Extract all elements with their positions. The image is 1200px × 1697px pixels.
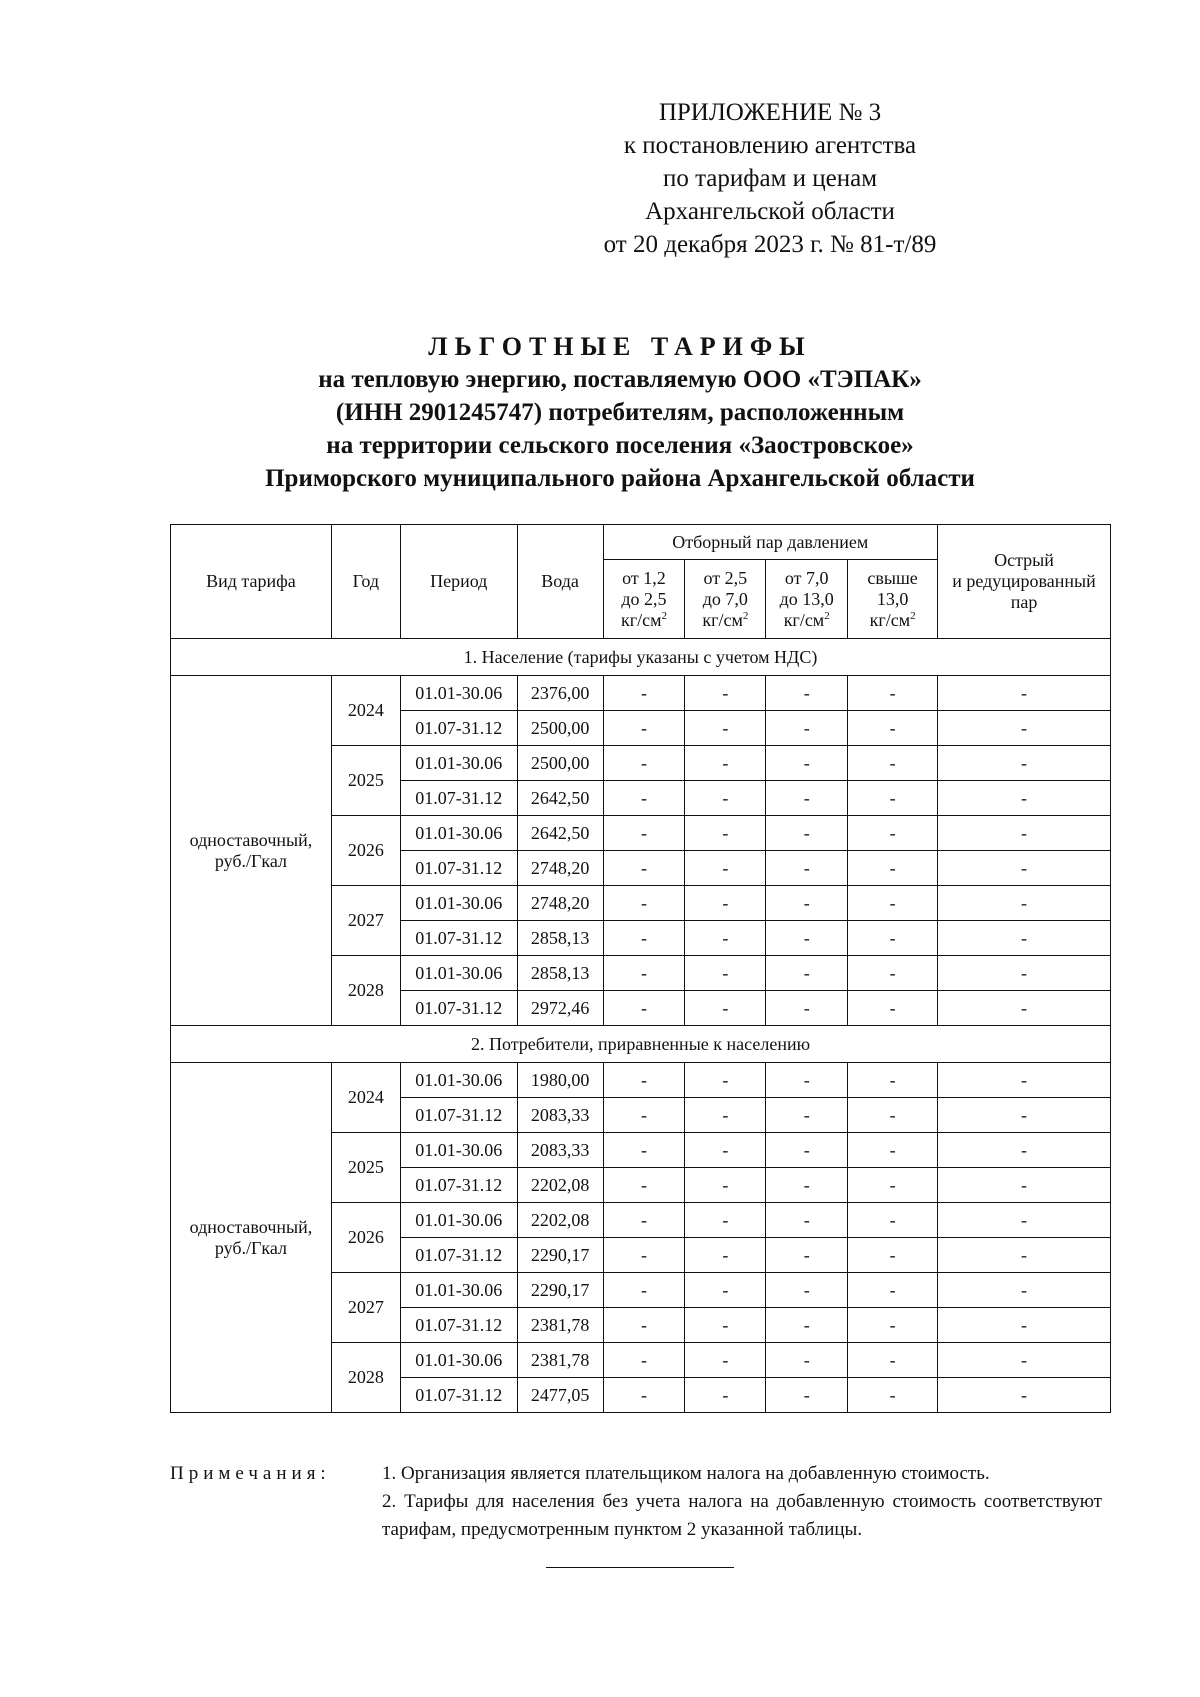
closing-rule: [546, 1567, 734, 1568]
title-line: на территории сельского поселения «Заостровское»: [326, 432, 914, 459]
appendix-line: Архангельской области: [645, 198, 895, 225]
empty-value-cell: -: [938, 1098, 1111, 1133]
pressure-unit: кг/см: [702, 609, 743, 630]
appendix-line: по тарифам и ценам: [662, 165, 878, 192]
pressure-from: свыше: [867, 567, 918, 588]
header-pressure-3: [766, 560, 848, 639]
header-pressure-2: [685, 560, 766, 639]
unit-superscript: 2: [661, 609, 667, 622]
period-cell: 01.01-30.06: [400, 746, 517, 781]
title-line: (ИНН 2901245747) потребителям, расположенным: [335, 399, 905, 426]
empty-value-cell: -: [938, 1168, 1111, 1203]
pressure-from: от 1,2: [622, 567, 666, 588]
empty-value-cell: -: [848, 1273, 938, 1308]
empty-value-cell: -: [766, 886, 848, 921]
period-cell: 01.01-30.06: [400, 1343, 517, 1378]
empty-value-cell: -: [938, 1063, 1111, 1098]
empty-value-cell: -: [938, 781, 1111, 816]
empty-value-cell: -: [685, 886, 766, 921]
header-steam-group: Отборный пар давлением: [603, 525, 937, 560]
empty-value-cell: -: [766, 851, 848, 886]
year-cell: 2027: [331, 1273, 400, 1343]
empty-value-cell: -: [685, 1308, 766, 1343]
tariff-table: [170, 524, 1111, 1413]
tariff-type-line: одноставочный,: [189, 1216, 313, 1237]
water-tariff-cell: 2290,17: [517, 1238, 603, 1273]
header-sharp-line: Острый: [994, 550, 1054, 570]
note-item: 2. Тарифы для населения без учета налога на добавленную стоимость соответствуют тарифам, предусмотренным пунктом 2 указанной таблицы.: [382, 1491, 1102, 1540]
tariff-type-line: одноставочный,: [189, 829, 313, 850]
water-tariff-cell: 2858,13: [517, 921, 603, 956]
empty-value-cell: -: [938, 1133, 1111, 1168]
empty-value-cell: -: [766, 1098, 848, 1133]
empty-value-cell: -: [603, 1098, 685, 1133]
empty-value-cell: -: [766, 1203, 848, 1238]
empty-value-cell: -: [685, 676, 766, 711]
water-tariff-cell: 2381,78: [517, 1343, 603, 1378]
title-heading: ЛЬГОТНЫЕ ТАРИФЫ: [428, 332, 812, 361]
period-cell: 01.07-31.12: [400, 1378, 517, 1413]
section-row: [171, 639, 1111, 676]
header-year: Год: [331, 525, 400, 639]
empty-value-cell: -: [603, 921, 685, 956]
empty-value-cell: -: [848, 1378, 938, 1413]
empty-value-cell: -: [603, 991, 685, 1026]
empty-value-cell: -: [685, 1168, 766, 1203]
year-cell: 2025: [331, 1133, 400, 1203]
water-tariff-cell: 2381,78: [517, 1308, 603, 1343]
year-cell: 2024: [331, 1063, 400, 1133]
water-tariff-cell: 2858,13: [517, 956, 603, 991]
empty-value-cell: -: [938, 1308, 1111, 1343]
empty-value-cell: -: [685, 1098, 766, 1133]
water-tariff-cell: 2642,50: [517, 781, 603, 816]
empty-value-cell: -: [938, 886, 1111, 921]
period-cell: 01.07-31.12: [400, 1098, 517, 1133]
header-sharp-line: пар: [1010, 592, 1038, 612]
empty-value-cell: -: [938, 1238, 1111, 1273]
pressure-unit: кг/см: [783, 609, 825, 630]
empty-value-cell: -: [938, 816, 1111, 851]
empty-value-cell: -: [848, 711, 938, 746]
document-title: [130, 330, 1110, 495]
empty-value-cell: -: [938, 921, 1111, 956]
pressure-to: до 13,0: [779, 588, 834, 609]
appendix-block: [560, 96, 980, 261]
pressure-from: от 7,0: [784, 567, 829, 588]
empty-value-cell: -: [766, 1378, 848, 1413]
empty-value-cell: -: [938, 851, 1111, 886]
empty-value-cell: -: [685, 1273, 766, 1308]
empty-value-cell: -: [685, 851, 766, 886]
header-period: Период: [400, 525, 517, 639]
period-cell: 01.07-31.12: [400, 851, 517, 886]
empty-value-cell: -: [685, 1343, 766, 1378]
empty-value-cell: -: [938, 711, 1111, 746]
empty-value-cell: -: [685, 816, 766, 851]
empty-value-cell: -: [766, 711, 848, 746]
empty-value-cell: -: [603, 1168, 685, 1203]
period-cell: 01.07-31.12: [400, 921, 517, 956]
water-tariff-cell: 2748,20: [517, 886, 603, 921]
appendix-line: к постановлению агентства: [623, 132, 917, 159]
pressure-to: до 7,0: [702, 588, 748, 609]
empty-value-cell: -: [848, 1168, 938, 1203]
pressure-from: от 2,5: [703, 567, 748, 588]
empty-value-cell: -: [938, 676, 1111, 711]
tariff-table-body: [171, 639, 1111, 1413]
empty-value-cell: -: [848, 1098, 938, 1133]
empty-value-cell: -: [685, 1378, 766, 1413]
period-cell: 01.01-30.06: [400, 956, 517, 991]
empty-value-cell: -: [766, 816, 848, 851]
empty-value-cell: -: [685, 1203, 766, 1238]
water-tariff-cell: 2972,46: [517, 991, 603, 1026]
empty-value-cell: -: [603, 781, 685, 816]
tariff-type-line: руб./Гкал: [214, 1237, 288, 1258]
header-pressure-4: [848, 560, 938, 639]
empty-value-cell: -: [603, 1133, 685, 1168]
tariff-type-cell: [171, 676, 332, 1026]
year-cell: 2024: [331, 676, 400, 746]
period-cell: 01.01-30.06: [400, 1133, 517, 1168]
empty-value-cell: -: [848, 991, 938, 1026]
section-row: [171, 1026, 1111, 1063]
title-line: на тепловую энергию, поставляемую ООО «ТЭПАК»: [318, 366, 922, 393]
empty-value-cell: -: [603, 816, 685, 851]
empty-value-cell: -: [603, 1063, 685, 1098]
water-tariff-cell: 2500,00: [517, 711, 603, 746]
title-line: Приморского муниципального района Архангельской области: [265, 465, 975, 492]
empty-value-cell: -: [938, 1203, 1111, 1238]
empty-value-cell: -: [603, 1203, 685, 1238]
empty-value-cell: -: [848, 1203, 938, 1238]
empty-value-cell: -: [848, 851, 938, 886]
water-tariff-cell: 2376,00: [517, 676, 603, 711]
pressure-unit: кг/см: [869, 609, 911, 630]
empty-value-cell: -: [603, 1273, 685, 1308]
period-cell: 01.01-30.06: [400, 886, 517, 921]
year-cell: 2025: [331, 746, 400, 816]
empty-value-cell: -: [848, 781, 938, 816]
appendix-date: от 20 декабря 2023 г. № 81-т/89: [603, 231, 937, 258]
empty-value-cell: -: [603, 676, 685, 711]
empty-value-cell: -: [848, 1063, 938, 1098]
empty-value-cell: -: [685, 956, 766, 991]
empty-value-cell: -: [603, 851, 685, 886]
year-cell: 2027: [331, 886, 400, 956]
empty-value-cell: -: [848, 746, 938, 781]
tariff-type-cell: [171, 1063, 332, 1413]
period-cell: 01.01-30.06: [400, 1273, 517, 1308]
empty-value-cell: -: [938, 1273, 1111, 1308]
empty-value-cell: -: [685, 781, 766, 816]
empty-value-cell: -: [848, 1308, 938, 1343]
header-tariff-type: Вид тарифа: [171, 525, 332, 639]
water-tariff-cell: 2202,08: [517, 1168, 603, 1203]
section-title: 2. Потребители, приравненные к населению: [171, 1026, 1111, 1063]
period-cell: 01.01-30.06: [400, 1063, 517, 1098]
empty-value-cell: -: [938, 1378, 1111, 1413]
empty-value-cell: -: [766, 746, 848, 781]
empty-value-cell: -: [766, 1273, 848, 1308]
empty-value-cell: -: [848, 956, 938, 991]
year-cell: 2028: [331, 956, 400, 1026]
empty-value-cell: -: [766, 1168, 848, 1203]
empty-value-cell: -: [766, 991, 848, 1026]
empty-value-cell: -: [766, 1238, 848, 1273]
empty-value-cell: -: [603, 886, 685, 921]
empty-value-cell: -: [766, 1133, 848, 1168]
empty-value-cell: -: [603, 1238, 685, 1273]
header-sharp-line: и редуцированный: [952, 571, 1096, 591]
water-tariff-cell: 2477,05: [517, 1378, 603, 1413]
empty-value-cell: -: [685, 921, 766, 956]
water-tariff-cell: 2202,08: [517, 1203, 603, 1238]
water-tariff-cell: 2290,17: [517, 1273, 603, 1308]
appendix-number: ПРИЛОЖЕНИЕ № 3: [658, 99, 882, 126]
empty-value-cell: -: [938, 1343, 1111, 1378]
empty-value-cell: -: [938, 991, 1111, 1026]
note-item: 1. Организация является плательщиком налога на добавленную стоимость.: [382, 1463, 990, 1484]
empty-value-cell: -: [848, 1343, 938, 1378]
empty-value-cell: -: [603, 956, 685, 991]
year-cell: 2026: [331, 1203, 400, 1273]
empty-value-cell: -: [603, 1308, 685, 1343]
pressure-to: 13,0: [876, 588, 909, 609]
empty-value-cell: -: [848, 1238, 938, 1273]
header-water: Вода: [517, 525, 603, 639]
empty-value-cell: -: [848, 921, 938, 956]
tariff-type-line: руб./Гкал: [214, 850, 288, 871]
empty-value-cell: -: [848, 676, 938, 711]
unit-superscript: 2: [824, 609, 830, 622]
empty-value-cell: -: [685, 711, 766, 746]
pressure-to: до 2,5: [621, 588, 667, 609]
header-sharp-steam: [938, 525, 1111, 639]
empty-value-cell: -: [603, 711, 685, 746]
empty-value-cell: -: [938, 746, 1111, 781]
header-pressure-1: [603, 560, 685, 639]
period-cell: 01.01-30.06: [400, 816, 517, 851]
period-cell: 01.07-31.12: [400, 711, 517, 746]
empty-value-cell: -: [685, 991, 766, 1026]
empty-value-cell: -: [603, 1378, 685, 1413]
empty-value-cell: -: [766, 1343, 848, 1378]
period-cell: 01.01-30.06: [400, 676, 517, 711]
empty-value-cell: -: [766, 1063, 848, 1098]
water-tariff-cell: 2083,33: [517, 1098, 603, 1133]
year-cell: 2028: [331, 1343, 400, 1413]
period-cell: 01.07-31.12: [400, 1168, 517, 1203]
water-tariff-cell: 2500,00: [517, 746, 603, 781]
empty-value-cell: -: [766, 1308, 848, 1343]
empty-value-cell: -: [766, 921, 848, 956]
notes-items: [382, 1460, 1102, 1544]
water-tariff-cell: 2642,50: [517, 816, 603, 851]
empty-value-cell: -: [685, 1133, 766, 1168]
pressure-unit: кг/см: [620, 609, 662, 630]
period-cell: 01.07-31.12: [400, 991, 517, 1026]
empty-value-cell: -: [766, 676, 848, 711]
year-cell: 2026: [331, 816, 400, 886]
tariff-row: [171, 676, 1111, 711]
water-tariff-cell: 2748,20: [517, 851, 603, 886]
empty-value-cell: -: [938, 956, 1111, 991]
empty-value-cell: -: [603, 746, 685, 781]
period-cell: 01.07-31.12: [400, 781, 517, 816]
empty-value-cell: -: [766, 956, 848, 991]
water-tariff-cell: 2083,33: [517, 1133, 603, 1168]
empty-value-cell: -: [603, 1343, 685, 1378]
notes-label: Примечания:: [170, 1463, 331, 1484]
unit-superscript: 2: [742, 609, 749, 622]
unit-superscript: 2: [910, 609, 916, 622]
empty-value-cell: -: [848, 1133, 938, 1168]
empty-value-cell: -: [685, 1238, 766, 1273]
water-tariff-cell: 1980,00: [517, 1063, 603, 1098]
tariff-row: [171, 1063, 1111, 1098]
empty-value-cell: -: [848, 886, 938, 921]
period-cell: 01.01-30.06: [400, 1203, 517, 1238]
empty-value-cell: -: [685, 1063, 766, 1098]
section-title: 1. Население (тарифы указаны с учетом НДС): [171, 639, 1111, 676]
empty-value-cell: -: [848, 816, 938, 851]
empty-value-cell: -: [766, 781, 848, 816]
period-cell: 01.07-31.12: [400, 1238, 517, 1273]
empty-value-cell: -: [685, 746, 766, 781]
period-cell: 01.07-31.12: [400, 1308, 517, 1343]
